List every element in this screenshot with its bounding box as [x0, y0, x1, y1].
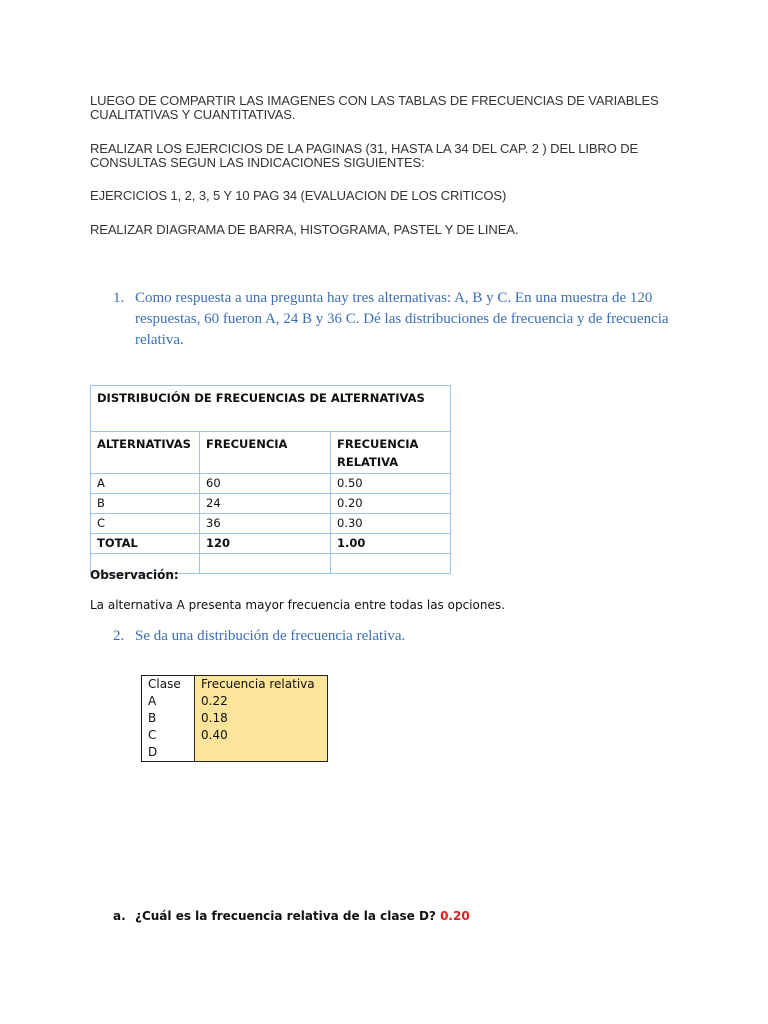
- cell: C: [142, 727, 195, 744]
- cell: 0.30: [331, 514, 451, 534]
- table-row: [142, 710, 328, 727]
- cell: A: [142, 693, 195, 710]
- cell: 24: [200, 494, 331, 514]
- cell: 36: [200, 514, 331, 534]
- intro-line-4: CONSULTAS SEGUN LAS INDICACIONES SIGUIENTES:: [90, 155, 425, 170]
- cell: D: [142, 744, 195, 762]
- observation-label: Observación:: [90, 568, 179, 582]
- header-frecuencia: FRECUENCIA: [200, 432, 331, 474]
- intro-line-3: REALIZAR LOS EJERCICIOS DE LA PAGINAS (31, HASTA LA 34 DEL CAP. 2 ) DEL LIBRO DE: [90, 141, 639, 156]
- table-row-total: [91, 534, 451, 554]
- exercise-1: [113, 288, 675, 351]
- cell: 120: [200, 534, 331, 554]
- cell: [195, 744, 328, 762]
- cell: B: [91, 494, 200, 514]
- relative-frequency-table: [141, 675, 328, 762]
- cell: [200, 554, 331, 574]
- exercise-2-text: Se da una distribución de frecuencia relativa.: [135, 628, 406, 644]
- question-a-answer: 0.20: [440, 909, 470, 923]
- table-row: [91, 494, 451, 514]
- table-row: [142, 727, 328, 744]
- exercise-1-text: Como respuesta a una pregunta hay tres alternativas: A, B y C. En una muestra de 120 respuestas, 60 fueron A, 24 B y 36 C. Dé las distribuciones de frecuencia y de frecuencia relativa.: [135, 290, 669, 348]
- question-a-letter: a.: [113, 909, 126, 923]
- header-alternativas: ALTERNATIVAS: [91, 432, 200, 474]
- cell: 0.40: [195, 727, 328, 744]
- table-row: [91, 474, 451, 494]
- exercise-2-number: 2.: [113, 628, 125, 644]
- observation-text: La alternativa A presenta mayor frecuencia entre todas las opciones.: [90, 598, 505, 612]
- frequency-table: [90, 385, 451, 574]
- intro-line-5: EJERCICIOS 1, 2, 3, 5 Y 10 PAG 34 (EVALUACION DE LOS CRITICOS): [90, 188, 507, 203]
- cell: B: [142, 710, 195, 727]
- cell: 0.22: [195, 693, 328, 710]
- table-row: [91, 514, 451, 534]
- exercise-2: [113, 626, 675, 647]
- cell: 1.00: [331, 534, 451, 554]
- table-row: [142, 693, 328, 710]
- intro-line-1: LUEGO DE COMPARTIR LAS IMAGENES CON LAS TABLAS DE FRECUENCIAS DE VARIABLES: [90, 93, 659, 108]
- cell: TOTAL: [91, 534, 200, 554]
- intro-line-6: REALIZAR DIAGRAMA DE BARRA, HISTOGRAMA, PASTEL Y DE LINEA.: [90, 222, 519, 237]
- cell: C: [91, 514, 200, 534]
- cell: 0.50: [331, 474, 451, 494]
- header-frecuencia-relativa: FRECUENCIA RELATIVA: [331, 432, 451, 474]
- frequency-table-caption: DISTRIBUCIÓN DE FRECUENCIAS DE ALTERNATIVAS: [91, 386, 451, 432]
- cell: A: [91, 474, 200, 494]
- cell: 0.20: [331, 494, 451, 514]
- cell: [331, 554, 451, 574]
- header-clase: Clase: [142, 676, 195, 694]
- header-frecuencia-relativa: Frecuencia relativa: [195, 676, 328, 694]
- intro-line-2: CUALITATIVAS Y CUANTITATIVAS.: [90, 107, 296, 122]
- table-row: [142, 744, 328, 762]
- question-a-text: ¿Cuál es la frecuencia relativa de la clase D?: [135, 909, 436, 923]
- cell: 60: [200, 474, 331, 494]
- exercise-1-number: 1.: [113, 290, 125, 306]
- cell: 0.18: [195, 710, 328, 727]
- question-a: [113, 909, 470, 923]
